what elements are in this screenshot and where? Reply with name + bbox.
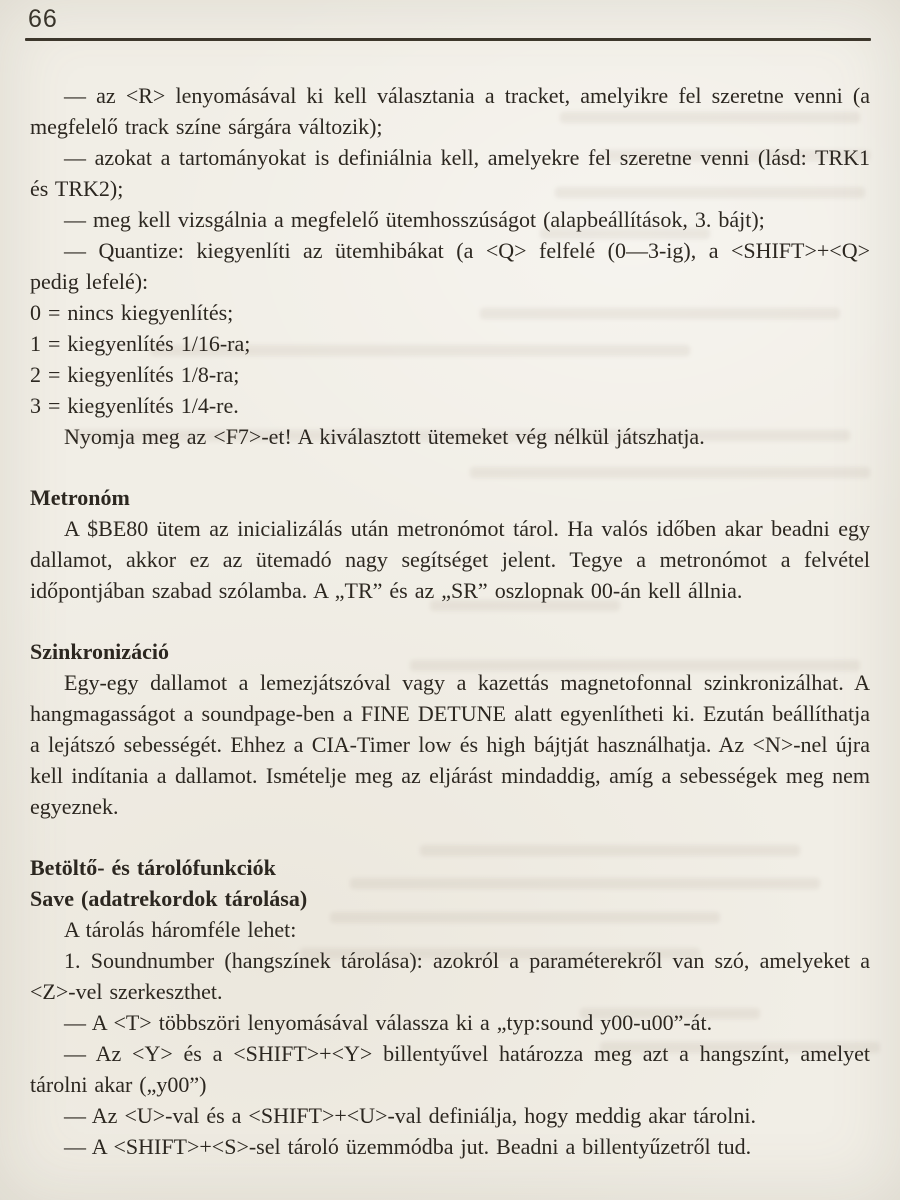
list-item: — azokat a tartományokat is definiálnia kell, amelyekre fel szeretne venni (lásd: TRK1 és TRK2);: [30, 145, 870, 201]
paragraph: A tárolás háromféle lehet:: [64, 917, 297, 942]
page-body: [30, 80, 870, 1162]
section-heading: Metronóm: [30, 485, 130, 510]
header-rule: [25, 38, 871, 41]
list-item: — A <T> többszöri lenyomásával válassza ki a „typ:sound y00-u00”-át.: [64, 1010, 713, 1035]
paragraph: 1. Soundnumber (hangszínek tárolása): azokról a paraméterekről van szó, amelyeket a <Z>-vel szerkeszthet.: [30, 948, 870, 1004]
value-line: 2 = kiegyenlítés 1/8-ra;: [30, 362, 240, 387]
page-number: 66: [28, 5, 58, 33]
list-item: — meg kell vizsgálnia a megfelelő ütemhosszúságot (alapbeállítások, 3. bájt);: [64, 207, 765, 232]
section-heading: Save (adatrekordok tárolása): [30, 886, 308, 911]
paragraph: A $BE80 ütem az inicializálás után metronómot tárol. Ha valós időben akar beadni egy dallamot, akkor ez az ütemadó nagy segítséget jelent. Tegye a metronómot a felvétel időpontjában szabad szólamba. A „TR” és az „SR” oszlopnak 00-án kell állnia.: [30, 516, 870, 603]
value-line: 3 = kiegyenlítés 1/4-re.: [30, 393, 239, 418]
list-item: — Quantize: kiegyenlíti az ütemhibákat (a <Q> felfelé (0—3-ig), a <SHIFT>+<Q> pedig lefelé):: [30, 238, 870, 294]
section-heading: Szinkronizáció: [30, 639, 169, 664]
list-item: — Az <U>-val és a <SHIFT>+<U>-val definiálja, hogy meddig akar tárolni.: [64, 1103, 757, 1128]
list-item: — az <R> lenyomásával ki kell választania a tracket, amelyikre fel szeretne venni (a megfelelő track színe sárgára változik);: [30, 83, 870, 139]
value-line: 0 = nincs kiegyenlítés;: [30, 300, 234, 325]
list-item: — Az <Y> és a <SHIFT>+<Y> billentyűvel határozza meg azt a hangszínt, amelyet tárolni akar („y00”): [30, 1041, 870, 1097]
paragraph: Nyomja meg az <F7>-et! A kiválasztott ütemeket vég nélkül játszhatja.: [64, 424, 705, 449]
section-heading: Betöltő- és tárolófunkciók: [30, 855, 276, 880]
value-line: 1 = kiegyenlítés 1/16-ra;: [30, 331, 251, 356]
list-item: — A <SHIFT>+<S>-sel tároló üzemmódba jut. Beadni a billentyűzetről tud.: [64, 1134, 752, 1159]
paragraph: Egy-egy dallamot a lemezjátszóval vagy a kazettás magnetofonnal szinkronizálhat. A hangmagasságot a soundpage-ben a FINE DETUNE alatt egyenlítheti ki. Ezután beállíthatja a lejátszó sebességét. Ehhez a CIA-Timer low és high bájtját használhatja. Az <N>-nel újra kell indítania a dallamot. Ismételje meg az eljárást mindaddig, amíg a sebességek meg nem egyeznek.: [30, 670, 870, 819]
